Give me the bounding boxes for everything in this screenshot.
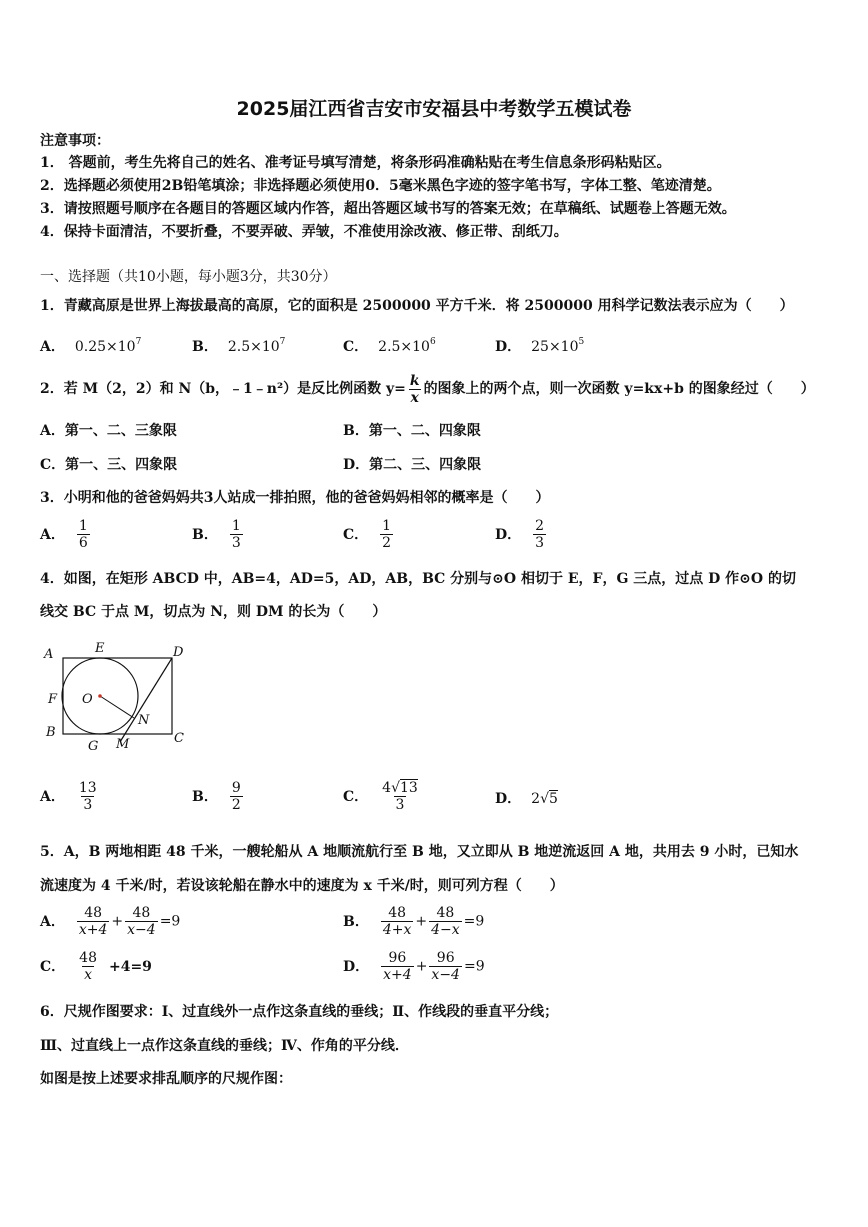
radicand: 5 bbox=[548, 791, 558, 807]
label-f: F bbox=[48, 692, 58, 707]
q1-option-a bbox=[40, 338, 141, 356]
question-6-line3: 如图是按上述要求排乱顺序的尺规作图： bbox=[40, 1071, 292, 1087]
option-fraction bbox=[230, 780, 243, 813]
radical-coefficient: 2 bbox=[531, 791, 541, 807]
q2-fraction bbox=[408, 373, 422, 406]
fraction-numerator: 2 bbox=[535, 518, 545, 534]
fraction-numerator: 48 bbox=[79, 950, 97, 966]
question-6-line2: Ⅲ、过直线上一点作这条直线的垂线；Ⅳ、作角的平分线． bbox=[40, 1038, 409, 1054]
fraction-denominator: 3 bbox=[535, 535, 545, 551]
fraction-numerator: 1 bbox=[231, 518, 241, 534]
fraction-denominator: x−4 bbox=[127, 922, 156, 938]
q4-option-b bbox=[192, 780, 245, 813]
fraction-denominator: 4−x bbox=[431, 922, 460, 938]
label-c: C bbox=[174, 731, 184, 746]
label-o: O bbox=[82, 692, 93, 707]
option-fraction bbox=[533, 518, 546, 551]
q2-option-a: A．第一、二、三象限 bbox=[40, 423, 177, 439]
q5-option-c bbox=[40, 950, 152, 983]
q2-option-c: C．第一、三、四象限 bbox=[40, 457, 178, 473]
q5-option-b: B． $\frac{48}{4+x}$ + $\frac{48}{4-x}$ =9 bbox=[343, 905, 485, 938]
geometry-figure bbox=[40, 636, 190, 756]
option-exponent: 5 bbox=[578, 337, 585, 347]
notice-item: 2．选择题必须使用2B铅笔填涂；非选择题必须使用0．5毫米黑色字迹的签字笔书写，字体工整、笔迹清楚。 bbox=[40, 178, 721, 194]
fraction-numerator: 48 bbox=[388, 905, 407, 921]
fraction-numerator: 1 bbox=[382, 518, 392, 534]
label-d: D bbox=[173, 645, 184, 660]
option-fraction bbox=[230, 518, 243, 551]
equation-rhs: =9 bbox=[159, 913, 181, 930]
q4-option-a bbox=[40, 780, 101, 813]
option-fraction bbox=[381, 905, 414, 938]
fraction-denominator: x+4 bbox=[383, 967, 412, 983]
q3-option-d bbox=[495, 518, 548, 551]
notice-item: 3．请按照题号顺序在各题目的答题区域内作答，超出答题区域书写的答案无效；在草稿纸、试题卷上答题无效。 bbox=[40, 201, 736, 217]
radicand: 13 bbox=[400, 780, 418, 796]
option-fraction bbox=[77, 518, 90, 551]
option-label: D． bbox=[495, 526, 522, 543]
option-exponent: 6 bbox=[429, 337, 436, 347]
label-g: G bbox=[88, 739, 99, 754]
fraction-numerator: k bbox=[409, 372, 420, 389]
option-label: C． bbox=[343, 526, 369, 543]
fraction-numerator: 48 bbox=[436, 905, 455, 921]
notice-item: 1． 答题前，考生先将自己的姓名、准考证号填写清楚，将条形码准确粘贴在考生信息条形码粘贴区。 bbox=[40, 155, 671, 171]
option-value: 0.25×10 bbox=[74, 339, 136, 355]
question-4-stem-line1: 4．如图，在矩形 ABCD 中，AB=4，AD=5，AD，AB，BC 分别与⊙O 相切于 E，F，G 三点，过点 D 作⊙O 的切 bbox=[40, 571, 796, 587]
radical-coefficient: 4 bbox=[382, 780, 392, 796]
option-label: C． bbox=[40, 958, 66, 975]
option-label: B． bbox=[343, 913, 369, 930]
option-value: 2.5×10 bbox=[227, 339, 280, 355]
q1-option-c bbox=[343, 338, 436, 356]
fraction-numerator: 96 bbox=[436, 950, 455, 966]
label-e: E bbox=[95, 641, 105, 656]
q1-option-d bbox=[495, 338, 584, 356]
option-fraction bbox=[77, 950, 99, 983]
option-fraction bbox=[380, 780, 420, 813]
notice-heading: 注意事项： bbox=[40, 133, 110, 149]
option-fraction bbox=[77, 780, 99, 813]
fraction-numerator: 96 bbox=[388, 950, 407, 966]
option-fraction bbox=[429, 950, 462, 983]
fraction-denominator: x bbox=[410, 389, 419, 406]
option-fraction bbox=[380, 518, 393, 551]
page-title: 2025届江西省吉安市安福县中考数学五模试卷 bbox=[236, 98, 632, 120]
radius-on bbox=[100, 696, 134, 718]
option-fraction bbox=[429, 905, 462, 938]
q3-option-a bbox=[40, 518, 92, 551]
q4-option-d: D． 2√5 bbox=[495, 791, 558, 807]
equation-rest: +4=9 bbox=[108, 958, 152, 975]
option-label: A． bbox=[40, 339, 65, 355]
label-m: M bbox=[116, 737, 130, 752]
option-label: C． bbox=[343, 788, 369, 805]
option-fraction bbox=[381, 950, 414, 983]
question-1-stem: 1．青藏高原是世界上海拔最高的高原，它的面积是 2500000 平方千米．将 2500000 用科学记数法表示应为（ ） bbox=[40, 298, 794, 314]
fraction-denominator: 3 bbox=[231, 535, 241, 551]
option-label: D． bbox=[495, 339, 522, 355]
notice-item: 4．保持卡面清洁，不要折叠，不要弄破、弄皱，不准使用涂改液、修正带、刮纸刀。 bbox=[40, 224, 568, 240]
question-5-line1: 5．A，B 两地相距 48 千米，一艘轮船从 A 地顺流航行至 B 地，又立即从 B 地逆流返回 A 地，共用去 9 小时，已知水 bbox=[40, 844, 799, 860]
question-3-stem: 3．小明和他的爸爸妈妈共3人站成一排拍照，他的爸爸妈妈相邻的概率是（ ） bbox=[40, 490, 550, 506]
fraction-denominator: 3 bbox=[395, 797, 405, 813]
fraction-numerator: 1 bbox=[78, 518, 88, 534]
label-n: N bbox=[138, 713, 150, 728]
q3-option-b bbox=[192, 518, 245, 551]
label-a: A bbox=[44, 647, 54, 662]
option-label: A． bbox=[40, 788, 65, 805]
question-2-stem bbox=[40, 372, 815, 406]
option-label: A． bbox=[40, 913, 65, 930]
fraction-numerator: 9 bbox=[231, 780, 241, 796]
q1-option-b bbox=[192, 338, 285, 356]
label-b: B bbox=[46, 725, 56, 740]
q4-option-c bbox=[343, 780, 422, 813]
fraction-denominator: x+4 bbox=[78, 922, 108, 938]
option-label: C． bbox=[343, 339, 369, 355]
fraction-denominator: x bbox=[84, 967, 93, 983]
question-4-stem-line2: 线交 BC 于点 M，切点为 N，则 DM 的长为（ ） bbox=[40, 604, 387, 620]
rectangle-abcd bbox=[63, 658, 172, 734]
option-exponent: 7 bbox=[279, 337, 286, 347]
equation-rhs: =9 bbox=[463, 958, 485, 975]
option-label: B． bbox=[192, 788, 218, 805]
fraction-denominator: 6 bbox=[78, 535, 88, 551]
q2-stem-start: 2．若 M（2，2）和 N（b，﹣1﹣n²）是反比例函数 y= bbox=[40, 381, 406, 397]
fraction-denominator: 3 bbox=[83, 797, 93, 813]
fraction-numerator: 4√13 bbox=[382, 780, 418, 796]
q2-option-b: B．第一、二、四象限 bbox=[343, 423, 481, 439]
equation-rhs: =9 bbox=[463, 913, 485, 930]
fraction-numerator: 48 bbox=[132, 905, 151, 921]
fraction-denominator: 4+x bbox=[382, 922, 412, 938]
option-label: B． bbox=[192, 526, 218, 543]
q5-option-a: A． $\frac{48}{x+4}$ + $\frac{48}{x-4}$ =9 bbox=[40, 905, 181, 938]
q2-option-d: D．第二、三、四象限 bbox=[343, 457, 482, 473]
option-label: D． bbox=[495, 791, 522, 807]
option-value: 25×10 bbox=[531, 339, 579, 355]
option-fraction bbox=[125, 905, 158, 938]
question-5-line2: 流速度为 4 千米/时，若设该轮船在静水中的速度为 x 千米/时，则可列方程（ ） bbox=[40, 878, 564, 894]
fraction-numerator: 13 bbox=[78, 780, 97, 796]
question-6-line1: 6．尺规作图要求：Ⅰ、过直线外一点作这条直线的垂线；Ⅱ、作线段的垂直平分线； bbox=[40, 1004, 559, 1020]
option-label: B． bbox=[192, 339, 218, 355]
section-heading: 一、选择题（共10小题，每小题3分，共30分） bbox=[40, 269, 337, 285]
option-exponent: 7 bbox=[135, 337, 142, 347]
option-value: 2.5×10 bbox=[378, 339, 430, 355]
q2-stem-end: 的图象上的两个点，则一次函数 y=kx+b 的图象经过（ ） bbox=[423, 381, 815, 397]
option-label: D． bbox=[343, 958, 370, 975]
q3-option-c bbox=[343, 518, 395, 551]
option-label: A． bbox=[40, 526, 65, 543]
q5-option-d: D． $\frac{96}{x+4}$ + $\frac{96}{x-4}$ =9 bbox=[343, 950, 485, 983]
fraction-numerator: 48 bbox=[84, 905, 103, 921]
fraction-denominator: 2 bbox=[382, 535, 392, 551]
fraction-denominator: 2 bbox=[231, 797, 241, 813]
fraction-denominator: x−4 bbox=[431, 967, 460, 983]
center-point bbox=[98, 694, 102, 698]
option-fraction bbox=[77, 905, 110, 938]
